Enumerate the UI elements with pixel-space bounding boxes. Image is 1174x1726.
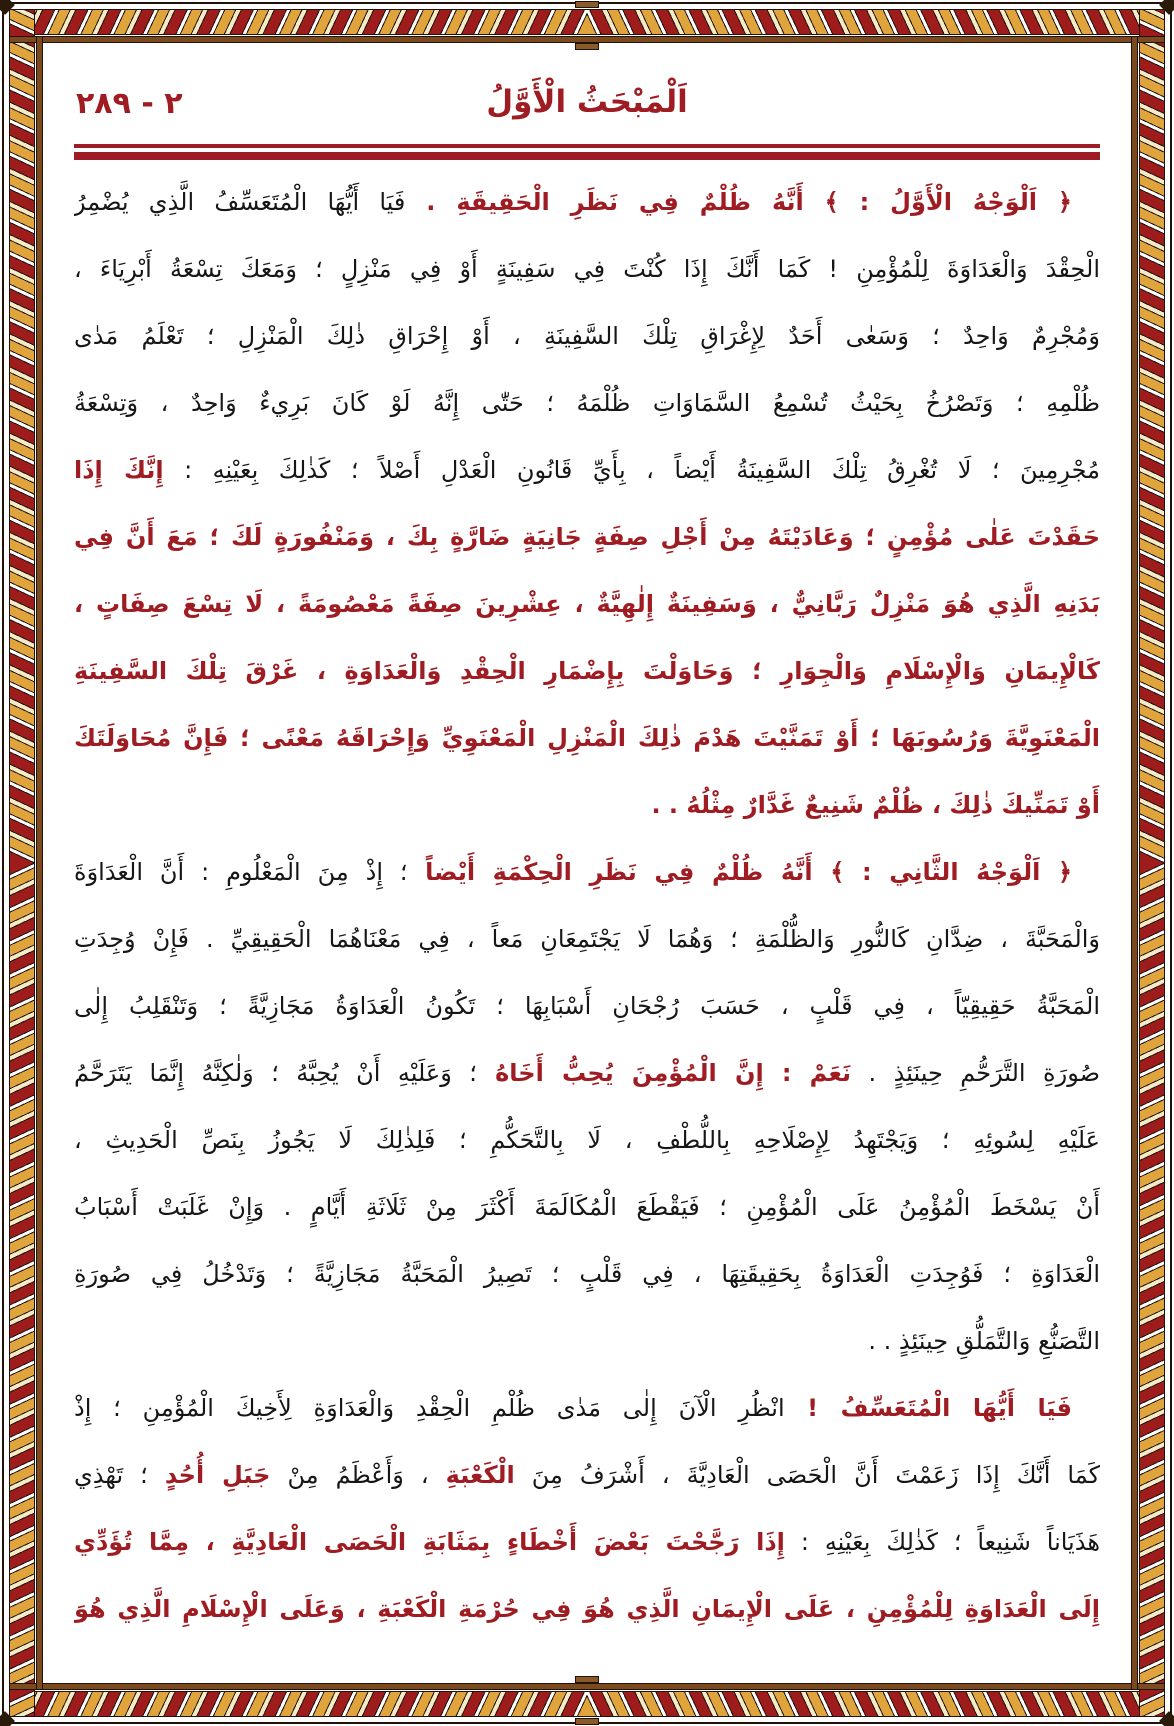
chain-border-right: [1139, 9, 1165, 1717]
text-segment-red: ﴿ اَلْوَجْهُ الثَّانِي : ﴾ أَنَّهُ ظُلْمٌ فِي نَظَرِ الْحِكْمَةِ أَيْضاً: [407, 858, 1073, 886]
page-header: [74, 76, 1100, 134]
header-rule: [74, 144, 1100, 160]
chain-pattern: [10, 10, 587, 34]
text-segment-red: جَبَلِ أُحُدٍ: [164, 1461, 271, 1489]
line-04: [74, 370, 1100, 437]
line-10: [74, 772, 1100, 839]
center-tab-top-outer: [575, 1, 599, 8]
text-segment-black: هَذَيَاناً شَنِيعاً ؛ كَذٰلِكَ بِعَيْنِهِ :: [784, 1528, 1100, 1556]
text-segment-black: الْمَحَبَّةُ حَقِيقِيّاً ، فِي قَلْبٍ ، حَسَبَ رُجْحَانِ أَسْبَابِهَا ؛ تَكُونُ الْعَدَاوَةُ مَجَازِيَّةً ؛ وَتَنْقَلِبُ إِلٰى: [74, 992, 1100, 1020]
chain-pattern: [10, 863, 34, 1716]
line-22: [74, 1576, 1100, 1643]
text-segment-black: ؛ إِذْ مِنَ الْمَعْلُومِ : أَنَّ الْعَدَاوَةَ: [74, 858, 408, 886]
text-segment-black: كَمَا أَنَّكَ إِذَا زَعَمْتَ أَنَّ الْحَصَى الْعَادِيَّةَ ، أَشْرَفُ مِنَ: [514, 1461, 1100, 1489]
frame-rail-top: [9, 36, 1165, 43]
text-segment-red: ﴿ اَلْوَجْهُ الْأَوَّلُ : ﴾ أَنَّهُ ظُلْمٌ فِي نَظَرِ الْحَقِيقَةِ .: [405, 188, 1072, 216]
chain-border-bottom: [9, 1691, 1165, 1717]
line-14: [74, 1040, 1100, 1107]
text-segment-red: بَدَنِهِ الَّذِي هُوَ مَنْزِلٌ رَبَّانِيٌّ ، وَسَفِينَةٌ إِلٰهِيَّةٌ ، عِشْرِينَ صِفَةً مَعْصُومَةً ، لَا تِسْعَ صِفَاتٍ ،: [74, 590, 1100, 618]
chain-pattern: [10, 1692, 587, 1716]
line-07: [74, 571, 1100, 638]
frame-rail-right: [1131, 36, 1138, 1690]
chain-pattern: [1140, 10, 1164, 863]
chain-pattern: [1140, 863, 1164, 1716]
line-03: [74, 303, 1100, 370]
text-segment-red: حَقَدْتَ عَلٰى مُؤْمِنٍ ؛ وَعَادَيْتَهُ مِنْ أَجْلِ صِفَةٍ جَانِيَةٍ ضَارَّةٍ بِكَ ، وَمَنْفُورَةٍ لَكَ ؛ مَعَ أَنَّ فِي: [74, 523, 1100, 551]
page-content: [52, 52, 1122, 1674]
text-segment-red: الْكَعْبَةِ: [445, 1461, 515, 1489]
text-segment-red: نَعَمْ : إِنَّ الْمُؤْمِنَ يُحِبُّ أَخَاهُ: [476, 1059, 852, 1087]
text-segment-black: فَيَا أَيُّهَا الْمُتَعَسِّفُ الَّذِي يُضْمِرُ: [74, 188, 406, 216]
line-13: [74, 973, 1100, 1040]
line-02: [74, 236, 1100, 303]
text-segment-black: الْعَدَاوَةِ ؛ فَوُجِدَتِ الْعَدَاوَةُ بِحَقِيقَتِهَا ، فِي قَلْبٍ ؛ تَصِيرُ الْمَحَبَّةُ مَجَازِيَّةً ؛ وَتَدْخُلُ فِي صُورَةِ: [74, 1260, 1100, 1288]
line-19: [74, 1375, 1100, 1442]
line-11: [74, 839, 1100, 906]
line-01: [74, 169, 1100, 236]
body-text: [74, 169, 1100, 1643]
frame-rail-left: [36, 36, 43, 1690]
frame-rail-bottom: [9, 1683, 1165, 1690]
text-segment-red: إِنَّكَ إِذَا: [74, 456, 164, 484]
page-title: اَلْمَبْحَثُ الْأَوَّلُ: [486, 84, 688, 120]
text-segment-black: التَّصَنُّعِ وَالتَّمَلُّقِ حِينَئِذٍ . .: [868, 1327, 1100, 1355]
text-segment-red: الْمَعْنَوِيَّةَ وَرُسُوبَهَا ؛ أَوْ تَمَنَّيْتَ هَدْمَ ذٰلِكَ الْمَنْزِلِ الْمَعْنَوِيِّ وَإِحْرَاقَهُ مَعْنًى ؛ فَإِنَّ مُحَاوَلَتَكَ: [74, 724, 1100, 752]
text-segment-black: ، وَأَعْظَمُ مِنْ: [270, 1461, 446, 1489]
center-tab-top-inner: [575, 43, 599, 50]
line-17: [74, 1241, 1100, 1308]
line-21: [74, 1509, 1100, 1576]
text-segment-red: إِذَا رَجَّحْتَ بَعْضَ أَخْطَاءٍ بِمَثَابَةِ الْحَصَى الْعَادِيَّةِ ، مِمَّا تُؤَدِّي: [74, 1528, 785, 1556]
line-08: [74, 638, 1100, 705]
line-06: [74, 504, 1100, 571]
text-segment-black: وَمُجْرِمٌ وَاحِدٌ ؛ وَسَعٰى أَحَدٌ لِإِغْرَاقِ تِلْكَ السَّفِينَةِ ، أَوْ إِحْرَاقِ ذٰلِكَ الْمَنْزِلِ ؛ تَعْلَمُ مَدٰى: [74, 322, 1100, 350]
chain-pattern: [10, 10, 34, 863]
text-segment-black: ؛ تَهْذِي: [74, 1461, 165, 1489]
text-segment-black: الْحِقْدَ وَالْعَدَاوَةَ لِلْمُؤْمِنِ ! كَمَا أَنَّكَ إِذَا كُنْتَ فِي سَفِينَةٍ أَوْ فِي مَنْزِلٍ ؛ وَمَعَكَ تِسْعَةُ أَبْرِيَاءَ ،: [74, 255, 1100, 283]
line-09: [74, 705, 1100, 772]
header-rule-thick: [74, 152, 1100, 160]
center-tab-bottom-inner: [575, 1676, 599, 1683]
text-segment-black: مُجْرِمِينَ ؛ لَا تُغْرِقُ تِلْكَ السَّفِينَةُ أَيْضاً ، بِأَيِّ قَانُونِ الْعَدْلِ أَصْلاً ؛ كَذٰلِكَ بِعَيْنِهِ :: [163, 456, 1100, 484]
text-segment-red: أَوْ تَمَنِّيكَ ذٰلِكَ ، ظُلْمٌ شَنِيعٌ غَدَّارٌ مِثْلُهُ . .: [651, 791, 1100, 819]
text-segment-black: وَالْمَحَبَّةَ ، ضِدَّانِ كَالنُّورِ وَالظُّلْمَةِ ؛ وَهُمَا لَا يَجْتَمِعَانِ مَعاً ، فِي مَعْنَاهُمَا الْحَقِيقِيِّ . فَإِنْ وُجِدَتِ: [74, 925, 1100, 953]
chain-pattern: [587, 1692, 1164, 1716]
text-segment-black: أَنْ يَسْخَطَ الْمُؤْمِنُ عَلَى الْمُؤْمِنِ ؛ فَيَقْطَعَ الْمُكَالَمَةَ أَكْثَرَ مِنْ ثَلَاثَةِ أَيَّامٍ . وَإِنْ غَلَبَتْ أَسْبَابُ: [74, 1193, 1100, 1221]
line-20: [74, 1442, 1100, 1509]
line-18: [74, 1308, 1100, 1375]
text-segment-black: صُورَةِ التَّرَحُّمِ حِينَئِذٍ .: [851, 1059, 1100, 1087]
chain-border-left: [9, 9, 35, 1717]
chain-border-top: [9, 9, 1165, 35]
text-segment-black: ظُلْمِهِ ؛ وَتَصْرُخُ بِحَيْثُ تُسْمِعُ السَّمَاوَاتِ ظُلْمَهُ ؛ حَتّٰى إِنَّهُ لَوْ كَانَ بَرِيءٌ وَاحِدٌ ، وَتِسْعَةُ: [74, 389, 1100, 417]
line-16: [74, 1174, 1100, 1241]
text-segment-black: ؛ وَعَلَيْهِ أَنْ يُحِبَّهُ ؛ وَلٰكِنَّهُ إِنَّمَا يَتَرَحَّمُ: [74, 1059, 477, 1087]
line-12: [74, 906, 1100, 973]
page-number: ٢ - ٢٨٩: [76, 86, 183, 121]
line-15: [74, 1107, 1100, 1174]
text-segment-red: كَالْإِيمَانِ وَالْإِسْلَامِ وَالْجِوَارِ ؛ وَحَاوَلْتَ بِإِضْمَارِ الْحِقْدِ وَالْعَدَاوَةِ ، غَرْقَ تِلْكَ السَّفِينَةِ: [74, 657, 1100, 685]
line-05: [74, 437, 1100, 504]
text-segment-black: عَلَيْهِ لِسُوئِهِ ؛ وَيَجْتَهِدُ لِإِصْلَاحِهِ بِاللُّطْفِ ، لَا بِالتَّحَكُّمِ ؛ فَلِذٰلِكَ لَا يَجُوزُ بِنَصِّ الْحَدِيثِ ،: [74, 1126, 1100, 1154]
text-segment-black: انْظُرِ الْآنَ إِلٰى مَدٰى ظُلْمِ الْحِقْدِ وَالْعَدَاوَةِ لِأَخِيكَ الْمُؤْمِنِ ؛ إِذْ: [74, 1394, 785, 1422]
text-segment-red: فَيَا أَيُّهَا الْمُتَعَسِّفُ !: [784, 1394, 1072, 1422]
center-tab-bottom-outer: [575, 1718, 599, 1725]
chain-pattern: [587, 10, 1164, 34]
text-segment-red: إِلَى الْعَدَاوَةِ لِلْمُؤْمِنِ ، عَلَى الْإِيمَانِ الَّذِي هُوَ فِي حُرْمَةِ الْكَعْبَةِ ، وَعَلَى الْإِسْلَامِ الَّذِي هُوَ: [74, 1595, 1100, 1623]
